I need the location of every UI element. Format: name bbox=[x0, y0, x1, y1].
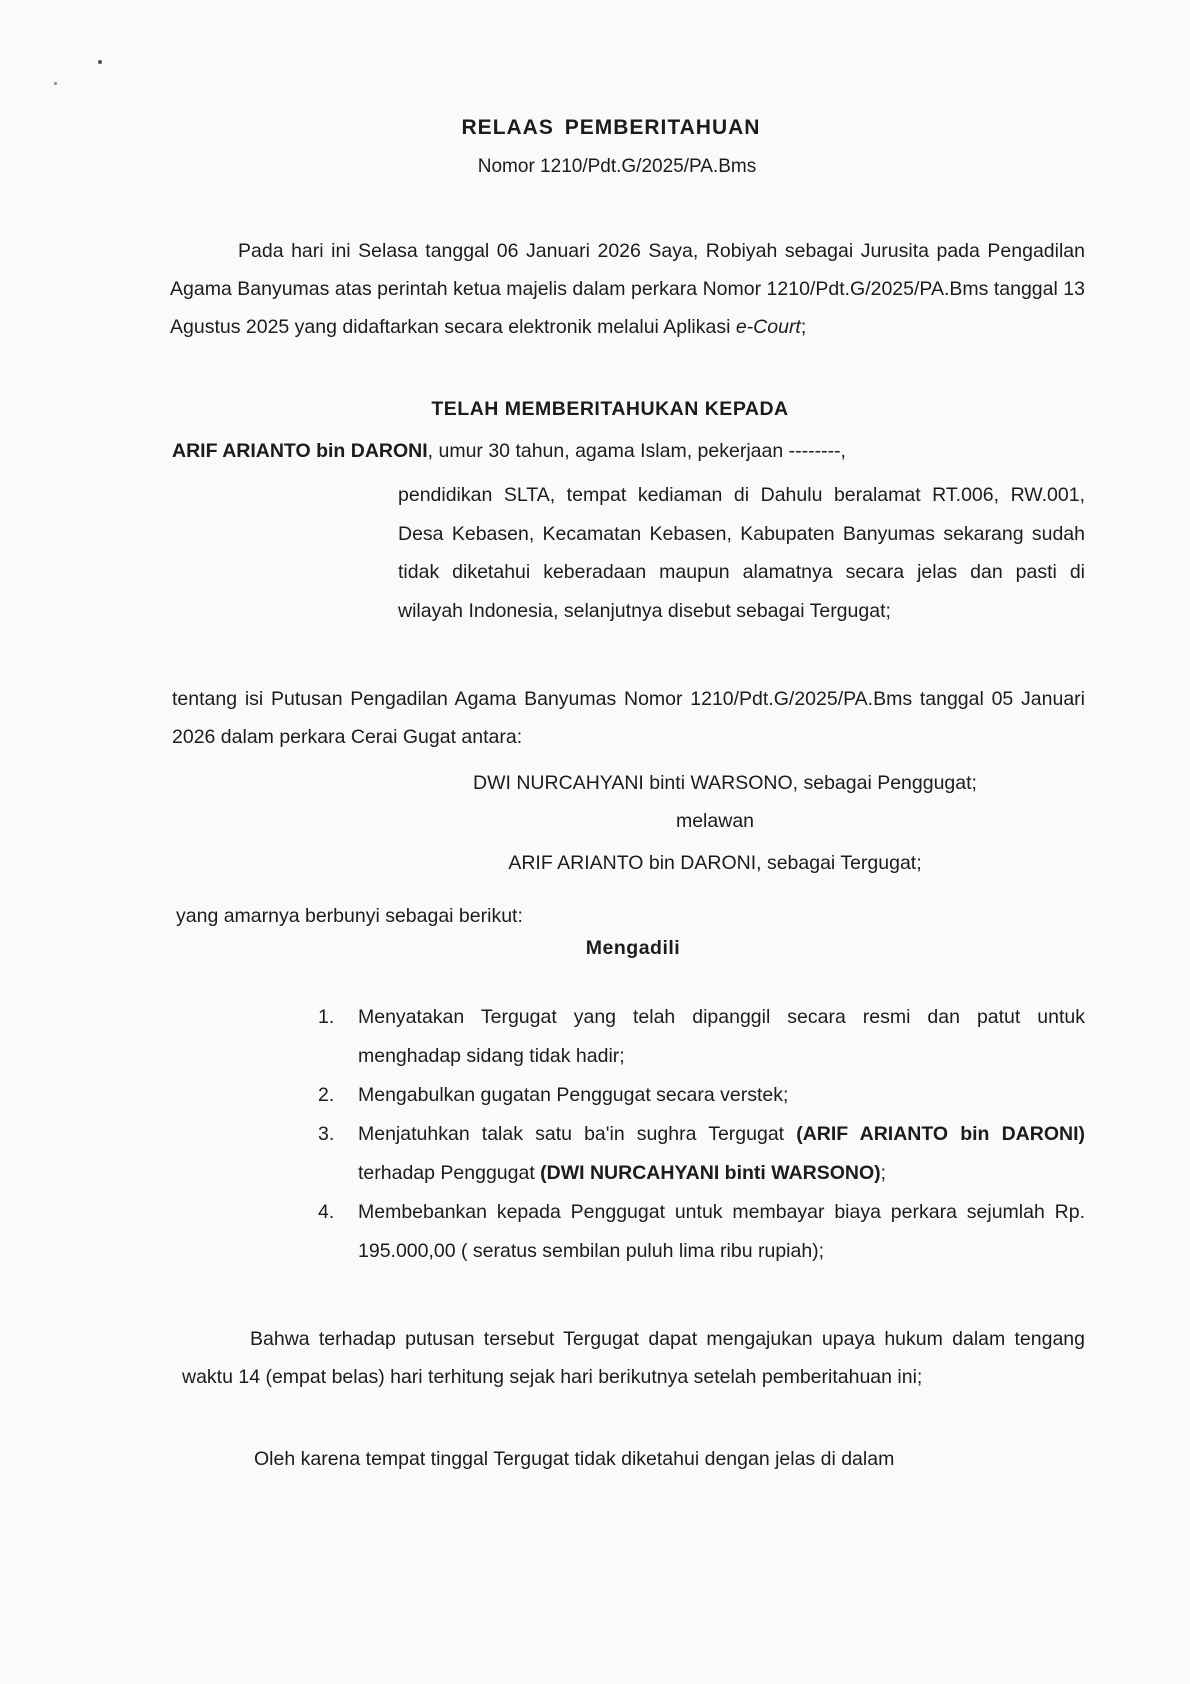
amar-item-text: Menyatakan Tergugat yang telah dipanggil secara resmi dan patut untuk menghadap sidang tidak hadir; bbox=[358, 1006, 1085, 1067]
penggugat-name-bold: (DWI NURCAHYANI binti WARSONO) bbox=[540, 1162, 881, 1184]
party-line-rest: , umur 30 tahun, agama Islam, pekerjaan --------, bbox=[427, 440, 846, 462]
intro-ecourt: e-Court bbox=[735, 316, 801, 338]
penggugat-line: DWI NURCAHYANI binti WARSONO, sebagai Penggugat; bbox=[473, 772, 977, 794]
amar-item-text-post: ; bbox=[880, 1162, 887, 1184]
party-line-text bbox=[172, 440, 846, 463]
amar-intro: yang amarnya berbunyi sebagai berikut: bbox=[176, 905, 523, 927]
heading-mengadili: Mengadili bbox=[585, 937, 681, 959]
amar-item-text: Mengabulkan gugatan Penggugat secara verstek; bbox=[358, 1084, 789, 1106]
intro-paragraph bbox=[170, 232, 1085, 346]
tergugat-line: ARIF ARIANTO bin DARONI, sebagai Tergugat; bbox=[508, 852, 922, 874]
amar-item-number: 1. bbox=[318, 1006, 335, 1028]
document-title: RELAAS PEMBERITAHUAN bbox=[461, 116, 761, 139]
amar-item-text-mid: terhadap Penggugat bbox=[358, 1162, 541, 1184]
amar-item-text bbox=[358, 1123, 1085, 1184]
amar-item-number: 4. bbox=[318, 1201, 335, 1223]
amar-item bbox=[318, 998, 1085, 1076]
scan-speck bbox=[98, 60, 102, 64]
document-number: Nomor 1210/Pdt.G/2025/PA.Bms bbox=[477, 156, 757, 177]
party-name: ARIF ARIANTO bin DARONI bbox=[172, 440, 428, 462]
amar-item bbox=[318, 1193, 1085, 1271]
amar-item-number: 2. bbox=[318, 1084, 335, 1106]
intro-end: ; bbox=[800, 316, 807, 338]
scan-speck bbox=[54, 82, 57, 85]
amar-item-text: Membebankan kepada Penggugat untuk membayar biaya perkara sejumlah Rp. 195.000,00 ( seratus sembilan puluh lima ribu rupiah); bbox=[358, 1201, 1085, 1262]
tentang-paragraph: tentang isi Putusan Pengadilan Agama Banyumas Nomor 1210/Pdt.G/2025/PA.Bms tanggal 05 Januari 2026 dalam perkara Cerai Gugat antara: bbox=[172, 688, 1085, 748]
heading-telah-memberitahukan: TELAH MEMBERITAHUKAN KEPADA bbox=[431, 398, 789, 420]
oleh-paragraph: Oleh karena tempat tinggal Tergugat tidak diketahui dengan jelas di dalam bbox=[254, 1448, 895, 1470]
amar-list bbox=[318, 998, 1085, 1271]
tergugat-name-bold: (ARIF ARIANTO bin DARONI) bbox=[796, 1123, 1086, 1145]
amar-item-number: 3. bbox=[318, 1123, 335, 1145]
amar-item bbox=[318, 1115, 1085, 1193]
intro-text: Pada hari ini Selasa tanggal 06 Januari 2026 Saya, Robiyah sebagai Jurusita pada Pengadilan Agama Banyumas atas perintah ketua majelis dalam perkara Nomor 1210/Pdt.G/2025/PA.Bms tanggal 13 Agustus 2025 yang didaftarkan secara elektronik melalui Aplikasi bbox=[170, 240, 1085, 338]
melawan-line: melawan bbox=[675, 810, 755, 832]
party-details: pendidikan SLTA, tempat kediaman di Dahulu beralamat RT.006, RW.001, Desa Kebasen, Kecamatan Kebasen, Kabupaten Banyumas sekarang sudah tidak diketahui keberadaan maupun alamatnya secara jelas dan pasti di wilayah Indonesia, selanjutnya disebut sebagai Tergugat; bbox=[398, 484, 1085, 622]
bahwa-paragraph: Bahwa terhadap putusan tersebut Tergugat dapat mengajukan upaya hukum dalam tengang waktu 14 (empat belas) hari terhitung sejak hari berikutnya setelah pemberitahuan ini; bbox=[182, 1328, 1085, 1388]
amar-item-text-pre: Menjatuhkan talak satu ba'in sughra Tergugat bbox=[358, 1123, 797, 1145]
amar-item bbox=[318, 1076, 1085, 1115]
party-line bbox=[172, 440, 1085, 463]
